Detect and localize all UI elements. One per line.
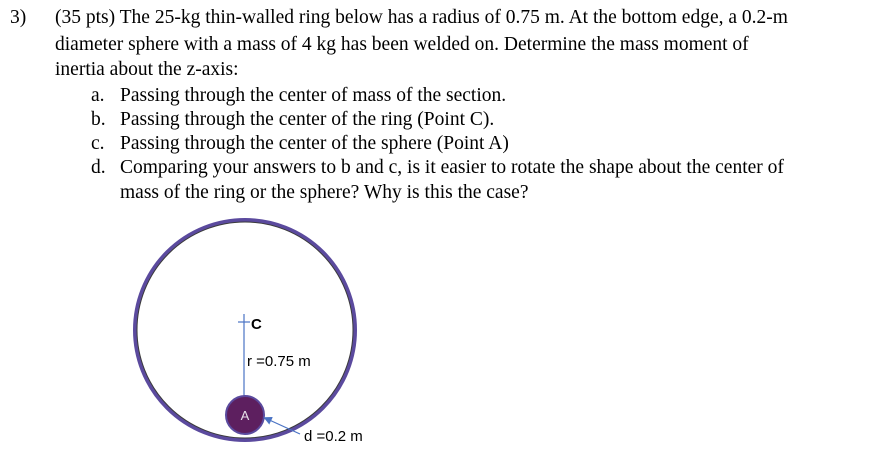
center-label: C — [251, 316, 262, 333]
radius-label: r =0.75 m — [247, 353, 311, 370]
part-b-letter: b. — [91, 109, 106, 130]
problem-stem-line-3: inertia about the z-axis: — [55, 59, 239, 80]
part-c-text: Passing through the center of the sphere (Point A) — [120, 133, 509, 154]
part-a-letter: a. — [91, 85, 105, 106]
part-d-letter: d. — [91, 157, 106, 178]
part-d-text-line-2: mass of the ring or the sphere? Why is this the case? — [120, 182, 529, 203]
sphere-label: A — [240, 408, 250, 423]
problem-number: 3) — [10, 7, 27, 28]
part-c-letter: c. — [91, 133, 105, 154]
part-b-text: Passing through the center of the ring (Point C). — [120, 109, 495, 130]
diameter-label: d =0.2 m — [304, 428, 363, 445]
part-a-text: Passing through the center of mass of the section. — [120, 85, 507, 106]
part-d-text-line-1: Comparing your answers to b and c, is it easier to rotate the shape about the center of — [120, 157, 784, 178]
problem-stem-line-2: diameter sphere with a mass of 4 kg has been welded on. Determine the mass moment of — [55, 34, 749, 55]
problem-stem-line-1: (35 pts) The 25-kg thin-walled ring below has a radius of 0.75 m. At the bottom edge, a 0.2-m — [55, 7, 788, 28]
